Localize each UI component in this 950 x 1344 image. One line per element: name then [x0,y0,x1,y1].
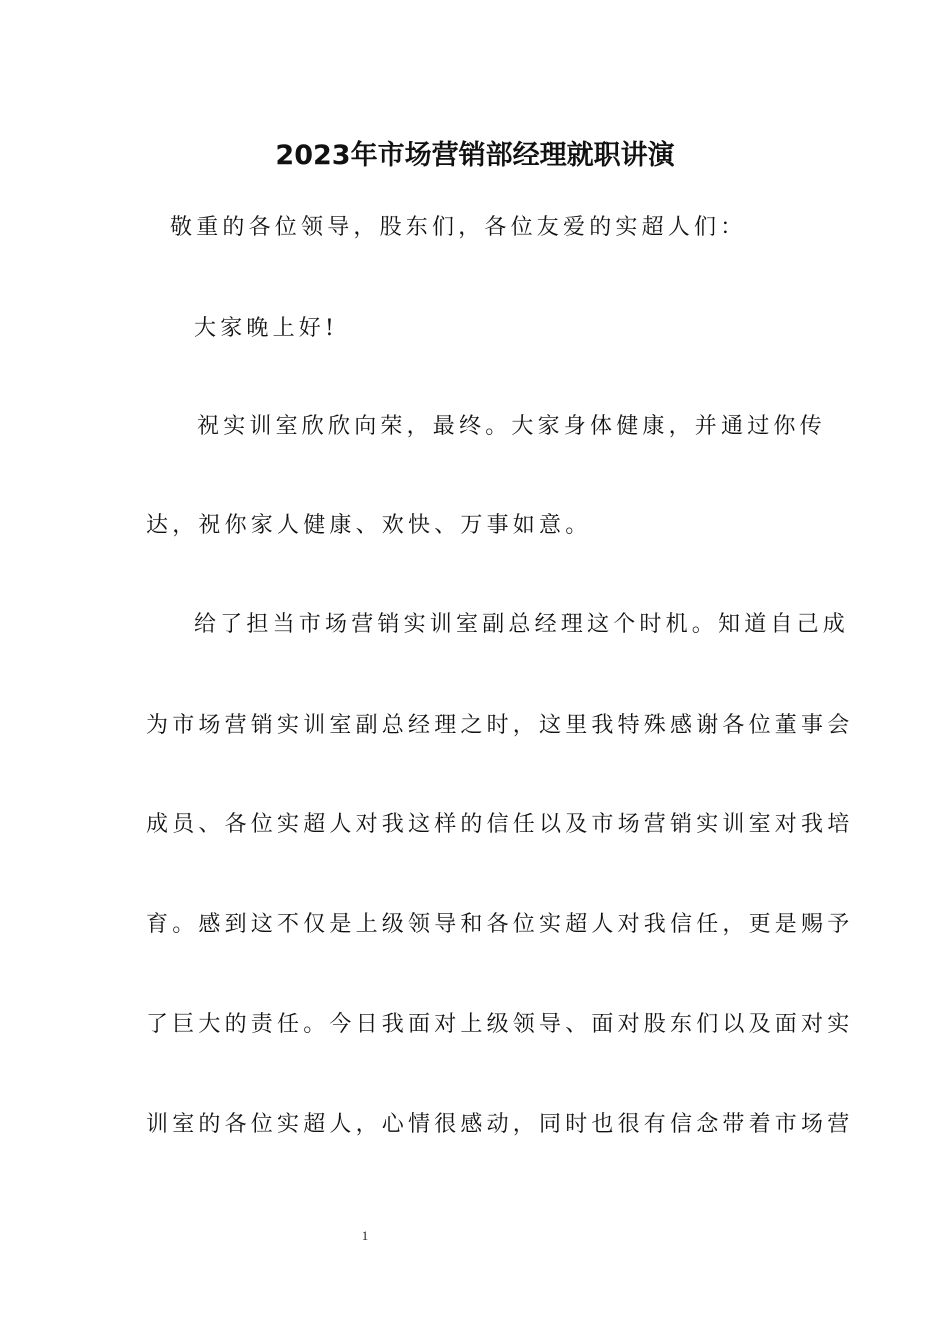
salutation-line: 敬重的各位领导，股东们，各位友爱的实超人们： [170,215,747,240]
page-number: 1 [361,1228,369,1243]
paragraph-line: 训室的各位实超人，心情很感动，同时也很有信念带着市场营 [146,1112,854,1137]
paragraph-line: 了巨大的责任。今日我面对上级领导、面对股东们以及面对实 [146,1012,854,1037]
paragraph-line: 为市场营销实训室副总经理之时，这里我特殊感谢各位董事会 [146,713,854,738]
greeting-line: 大家晚上好! [194,316,339,341]
paragraph-line: 达，祝你家人健康、欢快、万事如意。 [146,513,592,538]
paragraph-line: 成员、各位实超人对我这样的信任以及市场营销实训室对我培 [146,812,854,837]
paragraph-line: 育。感到这不仅是上级领导和各位实超人对我信任，更是赐予 [146,912,854,937]
document-title: 2023年市场营销部经理就职讲演 [275,140,675,171]
paragraph-line: 祝实训室欣欣向荣，最终。大家身体健康，并通过你传 [197,414,826,439]
paragraph-line: 给了担当市场营销实训室副总经理这个时机。知道自己成 [194,612,850,637]
